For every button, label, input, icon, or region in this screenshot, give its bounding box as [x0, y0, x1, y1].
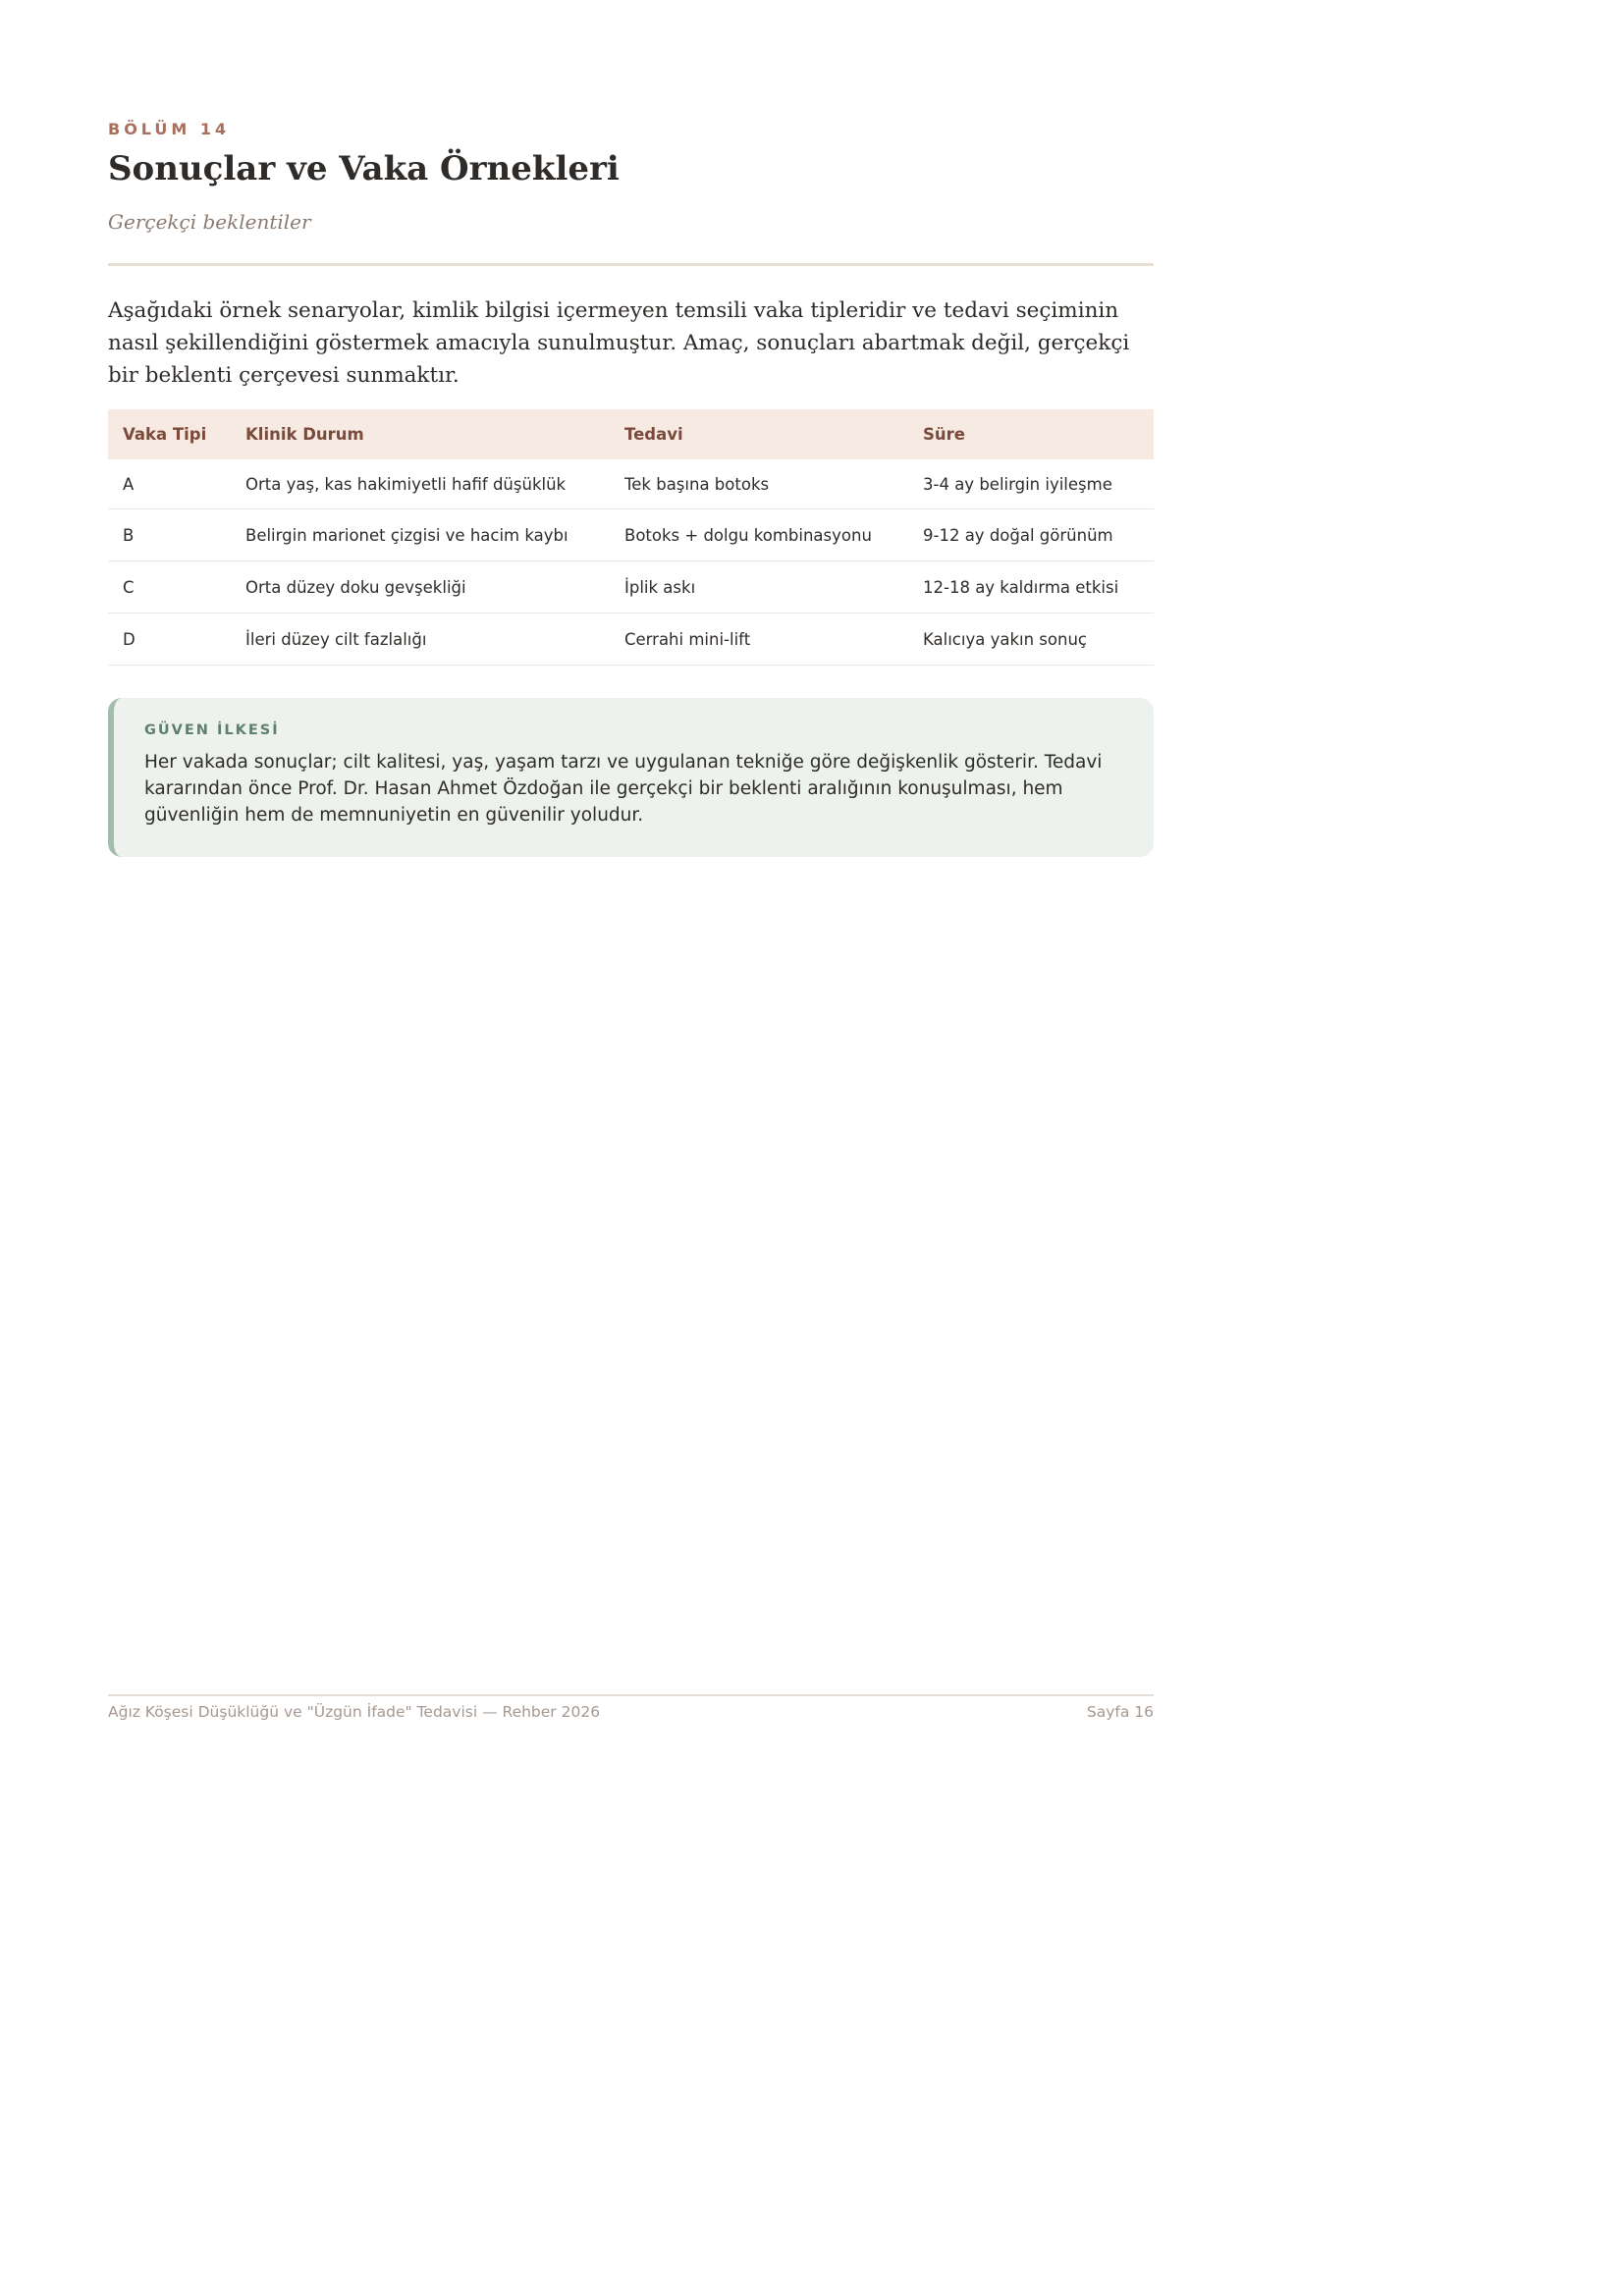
- table-row: [108, 459, 1154, 509]
- document-page: [108, 0, 1154, 1728]
- table-row: [108, 614, 1154, 666]
- cell-case-type: A: [108, 459, 231, 509]
- cell-treatment: Botoks + dolgu kombinasyonu: [610, 509, 908, 561]
- cell-treatment: Cerrahi mini-lift: [610, 614, 908, 666]
- cell-treatment: Tek başına botoks: [610, 459, 908, 509]
- table-header-row: [108, 409, 1154, 459]
- callout-title: GÜVEN İLKESİ: [144, 722, 280, 738]
- table-row: [108, 561, 1154, 614]
- cell-case-type: B: [108, 509, 231, 561]
- page-title: Sonuçlar ve Vaka Örnekleri: [108, 149, 620, 188]
- column-header-clinical-condition: Klinik Durum: [231, 409, 610, 459]
- page-subtitle: Gerçekçi beklentiler: [108, 210, 311, 234]
- trust-principle-callout: [108, 698, 1154, 857]
- footer-document-title: Ağız Köşesi Düşüklüğü ve "Üzgün İfade" Tedavisi — Rehber 2026: [108, 1703, 601, 1721]
- cell-treatment: İplik askı: [610, 561, 908, 614]
- column-header-case-type: Vaka Tipi: [108, 409, 231, 459]
- case-table: [108, 409, 1154, 666]
- cell-duration: Kalıcıya yakın sonuç: [908, 614, 1154, 666]
- cell-clinical-condition: Orta yaş, kas hakimiyetli hafif düşüklük: [231, 459, 610, 509]
- cell-clinical-condition: Belirgin marionet çizgisi ve hacim kaybı: [231, 509, 610, 561]
- column-header-treatment: Tedavi: [610, 409, 908, 459]
- cell-clinical-condition: İleri düzey cilt fazlalığı: [231, 614, 610, 666]
- cell-duration: 9-12 ay doğal görünüm: [908, 509, 1154, 561]
- cell-case-type: D: [108, 614, 231, 666]
- callout-body: Her vakada sonuçlar; cilt kalitesi, yaş, yaşam tarzı ve uygulanan tekniğe göre değişkenlik gösterir. Tedavi kararından önce Prof. Dr. Hasan Ahmet Özdoğan ile gerçekçi bir beklenti aralığının konuşulması, hem güvenliğin hem de memnuniyetin en güvenilir yoludur.: [144, 752, 1103, 826]
- table-row: [108, 509, 1154, 561]
- title-divider: [108, 263, 1154, 266]
- intro-paragraph: Aşağıdaki örnek senaryolar, kimlik bilgisi içermeyen temsili vaka tipleridir ve tedavi seçiminin nasıl şekillendiğini göstermek amacıyla sunulmuştur. Amaç, sonuçları abartmak değil, gerçekçi bir beklenti çerçevesi sunmaktır.: [108, 298, 1130, 388]
- footer-page-number: Sayfa 16: [1086, 1703, 1154, 1721]
- cell-case-type: C: [108, 561, 231, 614]
- cell-duration: 3-4 ay belirgin iyileşme: [908, 459, 1154, 509]
- column-header-duration: Süre: [908, 409, 1154, 459]
- cell-duration: 12-18 ay kaldırma etkisi: [908, 561, 1154, 614]
- cell-clinical-condition: Orta düzey doku gevşekliği: [231, 561, 610, 614]
- chapter-label: BÖLÜM 14: [108, 120, 231, 138]
- footer-divider: [108, 1694, 1154, 1696]
